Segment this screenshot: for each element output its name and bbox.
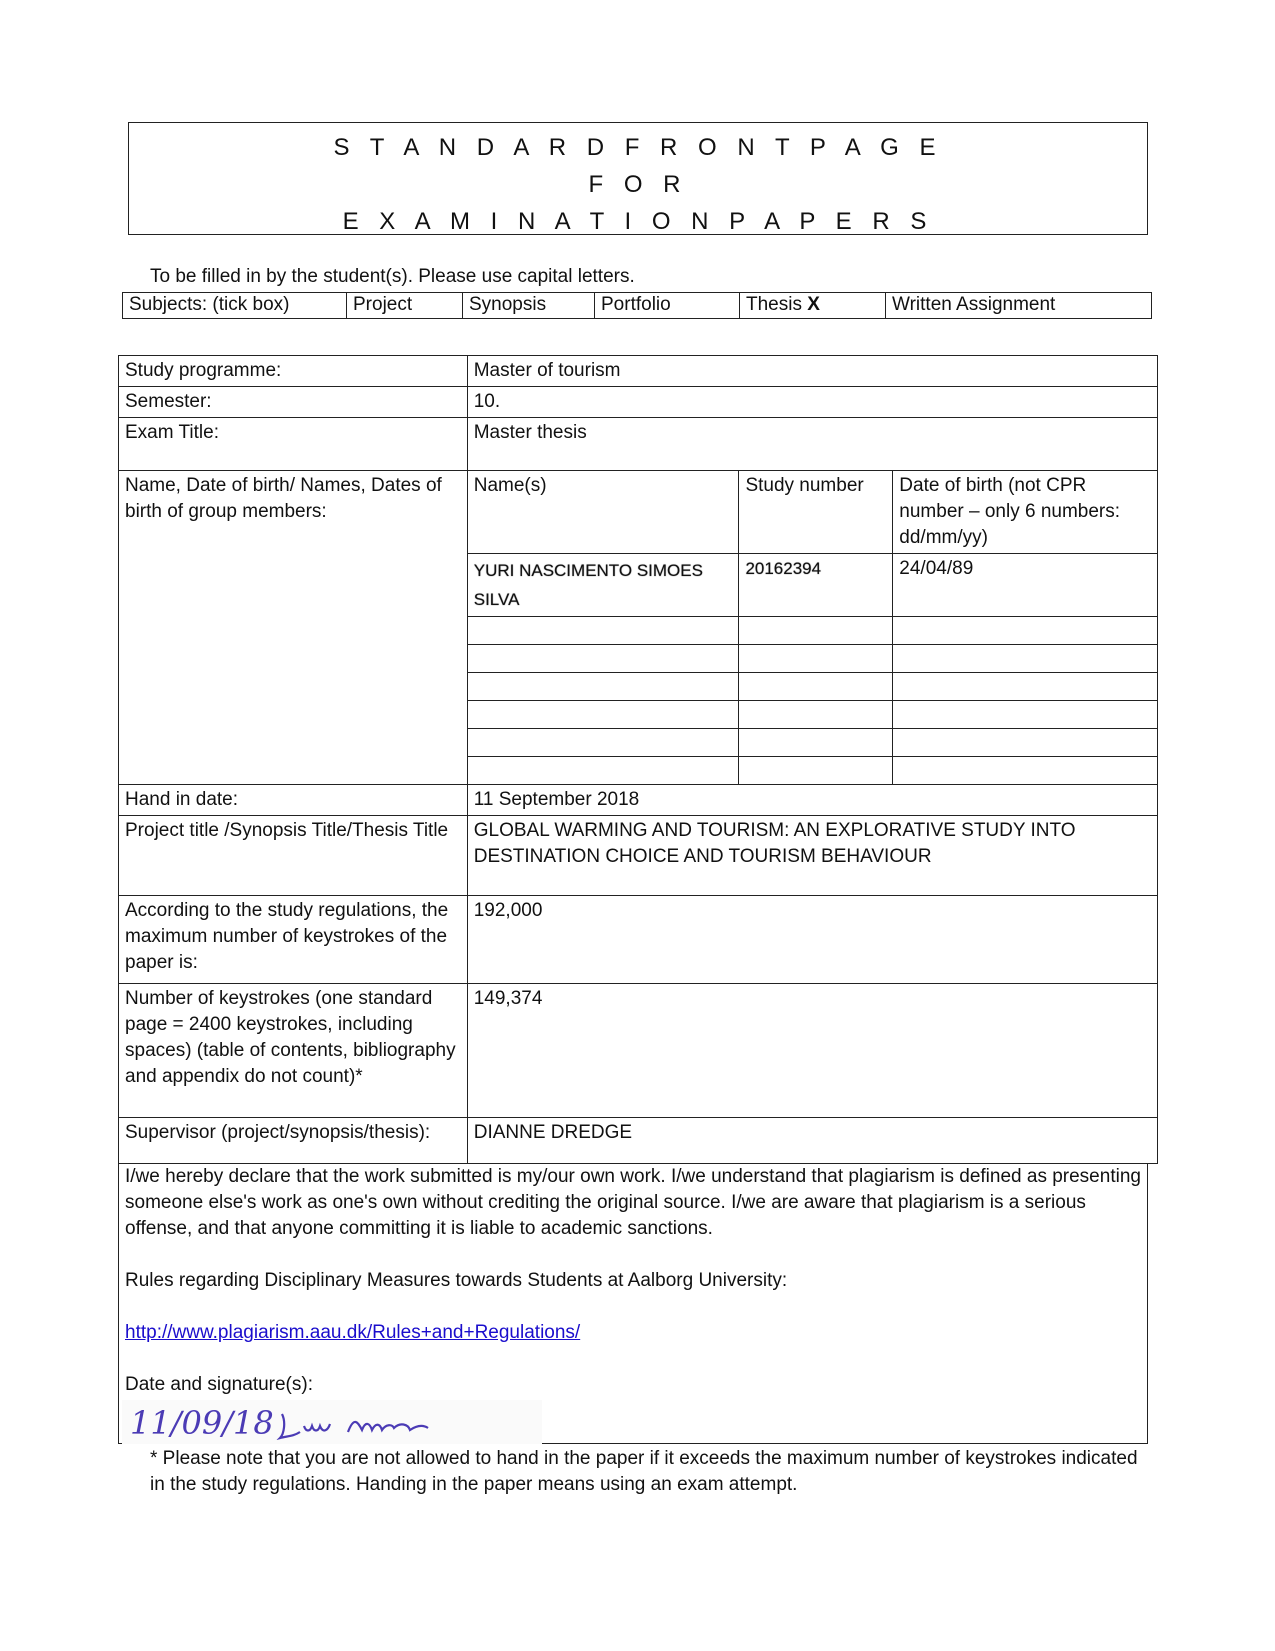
keystrokes-label: Number of keystrokes (one standard page = 2400 keystrokes, including spaces) (table of contents, bibliography and appendix do not count)* [119,984,468,1118]
empty-dob-field[interactable] [893,673,1158,701]
subjects-table [122,292,1152,319]
empty-name-field[interactable] [467,673,739,701]
title-line-2: F O R [588,171,688,198]
handwritten-signature-icon [122,1400,542,1444]
signature-label: Date and signature(s): [125,1374,313,1395]
empty-dob-field[interactable] [893,757,1158,785]
subject-portfolio[interactable]: Portfolio [595,293,740,319]
empty-study-number-field[interactable] [739,673,893,701]
exam-title-label: Exam Title: [119,418,468,471]
exam-title-field[interactable]: Master thesis [467,418,1157,471]
title-line-1: S T A N D A R D F R O N T P A G E [333,134,943,161]
member-dob-field[interactable]: 24/04/89 [893,554,1158,617]
empty-name-field[interactable] [467,617,739,645]
empty-name-field[interactable] [467,701,739,729]
footnote: * Please note that you are not allowed to hand in the paper if it exceeds the maximum number of keystrokes indicated in the study regulations. Handing in the paper means using an exam attempt. [150,1448,1138,1495]
intro-text: To be filled in by the student(s). Please use capital letters. [150,266,635,287]
hand-in-date-field[interactable]: 11 September 2018 [467,785,1157,816]
names-column-header: Name(s) [467,471,739,554]
empty-name-field[interactable] [467,757,739,785]
signature-image [122,1400,542,1449]
empty-study-number-field[interactable] [739,645,893,673]
semester-label: Semester: [119,387,468,418]
empty-study-number-field[interactable] [739,729,893,757]
max-keystrokes-label: According to the study regulations, the maximum number of keystrokes of the paper is: [119,896,468,984]
supervisor-field[interactable]: DIANNE DREDGE [467,1118,1157,1164]
thesis-tick-mark: X [807,294,820,315]
member-name-field[interactable]: YURI NASCIMENTO SIMOES SILVA [467,554,739,617]
empty-study-number-field[interactable] [739,757,893,785]
svg-text:11/09/18: 11/09/18 [130,1404,274,1442]
supervisor-label: Supervisor (project/synopsis/thesis): [119,1118,468,1164]
names-label: Name, Date of birth/ Names, Dates of birth of group members: [119,471,468,785]
semester-field[interactable]: 10. [467,387,1157,418]
study-number-column-header: Study number [739,471,893,554]
empty-dob-field[interactable] [893,729,1158,757]
empty-name-field[interactable] [467,729,739,757]
title-line-3: E X A M I N A T I O N P A P E R S [342,208,934,235]
subjects-label: Subjects: (tick box) [123,293,347,319]
study-programme-label: Study programme: [119,356,468,387]
rules-link[interactable]: http://www.plagiarism.aau.dk/Rules+and+Regulations/ [125,1322,581,1343]
hand-in-date-label: Hand in date: [119,785,468,816]
empty-study-number-field[interactable] [739,701,893,729]
max-keystrokes-field[interactable]: 192,000 [467,896,1157,984]
empty-name-field[interactable] [467,645,739,673]
subject-project[interactable]: Project [347,293,463,319]
member-study-number-field[interactable]: 20162394 [739,554,893,617]
subject-written-assignment[interactable]: Written Assignment [886,293,1152,319]
empty-dob-field[interactable] [893,701,1158,729]
keystrokes-field[interactable]: 149,374 [467,984,1157,1118]
subject-synopsis[interactable]: Synopsis [463,293,595,319]
thesis-title-field[interactable]: GLOBAL WARMING AND TOURISM: AN EXPLORATIVE STUDY INTO DESTINATION CHOICE AND TOURISM BEHAVIOUR [467,816,1157,896]
subject-thesis[interactable] [740,293,886,319]
subject-thesis-label: Thesis [746,294,802,315]
thesis-title-label: Project title /Synopsis Title/Thesis Title [119,816,468,896]
empty-dob-field[interactable] [893,645,1158,673]
declaration-text: I/we hereby declare that the work submitted is my/our own work. I/we understand that plagiarism is defined as presenting someone else's work as one's own without crediting the original source. I/we are aware that plagiarism is a serious offense, and that anyone committing it is liable to academic sanctions. [125,1166,1141,1239]
dob-column-header: Date of birth (not CPR number – only 6 numbers: dd/mm/yy) [893,471,1158,554]
title-box [128,122,1148,235]
empty-dob-field[interactable] [893,617,1158,645]
study-programme-field[interactable]: Master of tourism [467,356,1157,387]
exam-form-table [118,355,1158,1164]
empty-study-number-field[interactable] [739,617,893,645]
rules-text: Rules regarding Disciplinary Measures towards Students at Aalborg University: [125,1270,788,1291]
